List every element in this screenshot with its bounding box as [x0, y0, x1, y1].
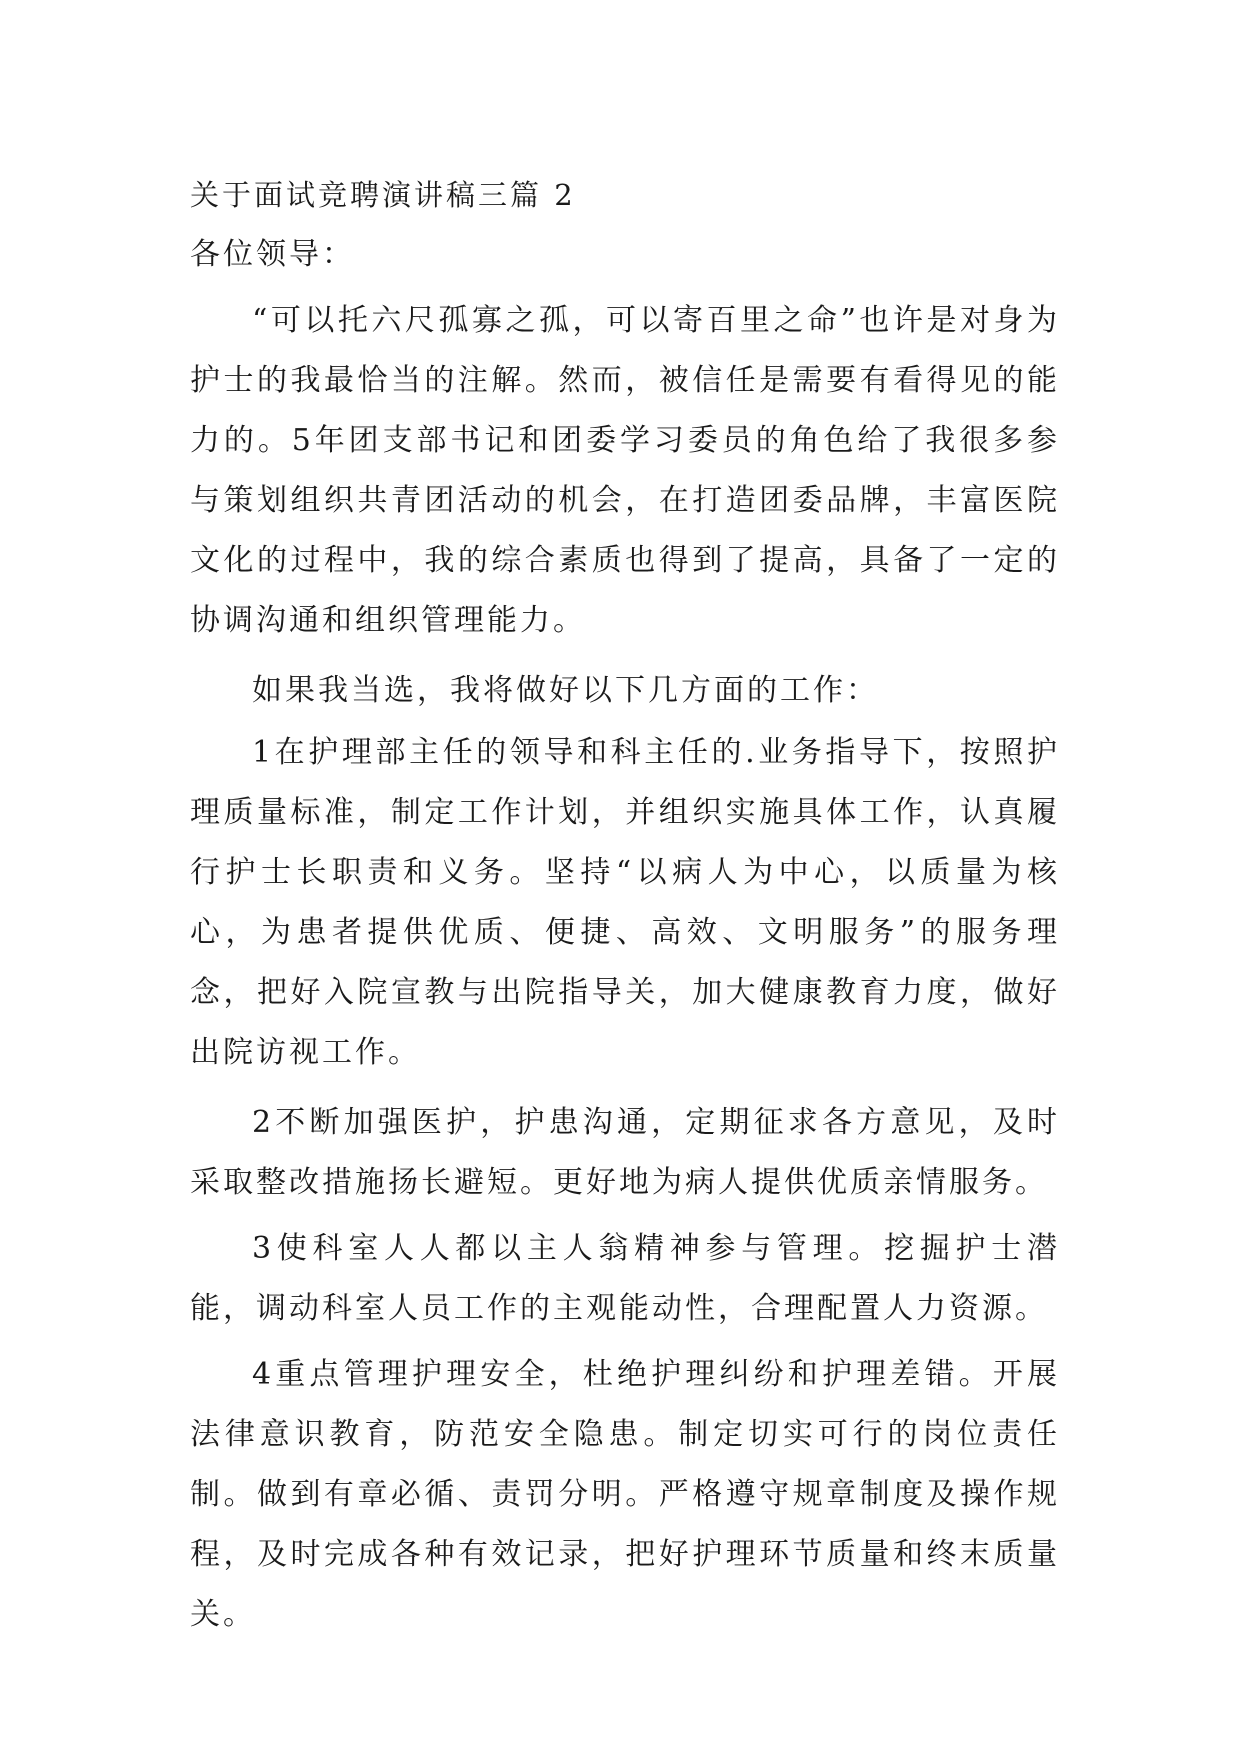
paragraph-intro: “可以托六尺孤寡之孤，可以寄百里之命”也许是对身为护士的我最恰当的注解。然而，被信任是需要有看得见的能力的。5年团支部书记和团委学习委员的角色给了我很多参与策划组织共青团活动的机会，在打造团委品牌，丰富医院文化的过程中，我的综合素质也得到了提高，具备了一定的协调沟通和组织管理能力。	[190, 303, 1060, 638]
paragraph-item-4: 4重点管理护理安全，杜绝护理纠纷和护理差错。开展法律意识教育，防范安全隐患。制定切实可行的岗位责任制。做到有章必循、责罚分明。严格遵守规章制度及操作规程，及时完成各种有效记录，把好护理环节质量和终末质量关。	[190, 1357, 1060, 1632]
document-body	[190, 165, 1060, 1645]
paragraph-item-1: 1在护理部主任的领导和科主任的.业务指导下，按照护理质量标准，制定工作计划，并组织实施具体工作，认真履行护士长职责和义务。坚持“以病人为中心，以质量为核心，为患者提供优质、便捷、高效、文明服务”的服务理念，把好入院宣教与出院指导关，加大健康教育力度，做好出院访视工作。	[190, 735, 1060, 1070]
document-title: 关于面试竞聘演讲稿三篇 2	[190, 178, 576, 212]
paragraph-item-2: 2不断加强医护，护患沟通，定期征求各方意见，及时采取整改措施扬长避短。更好地为病人提供优质亲情服务。	[190, 1105, 1060, 1200]
paragraph-item-3: 3使科室人人都以主人翁精神参与管理。挖掘护士潜能，调动科室人员工作的主观能动性，合理配置人力资源。	[190, 1231, 1060, 1326]
paragraph-plan-lead: 如果我当选，我将做好以下几方面的工作：	[252, 673, 879, 708]
greeting: 各位领导：	[190, 237, 355, 272]
